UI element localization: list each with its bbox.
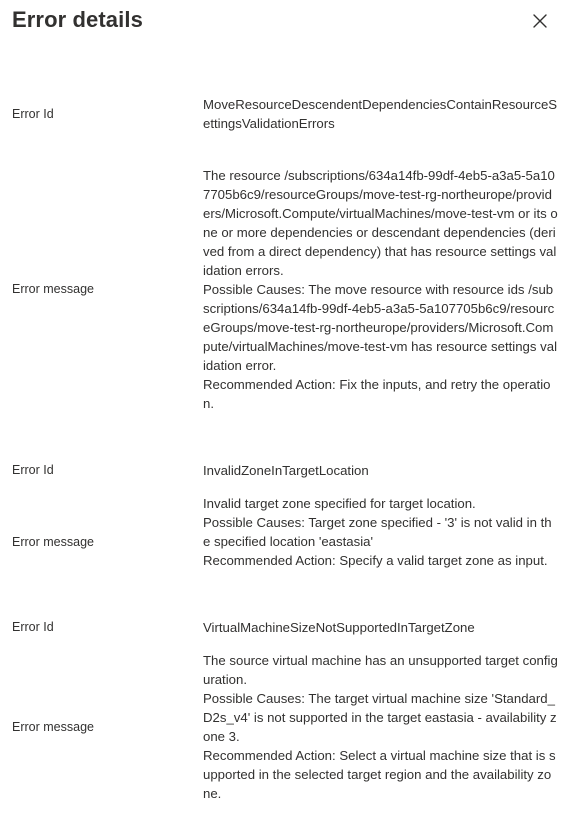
panel-header [12, 6, 559, 38]
error-id-value: MoveResourceDescendentDependenciesContainResourceSettingsValidationErrors [203, 97, 558, 131]
error-message-label: Error message [12, 720, 94, 734]
error-message-label: Error message [12, 282, 94, 296]
error-id-value: InvalidZoneInTargetLocation [203, 463, 369, 478]
error-message-label: Error message [12, 535, 94, 549]
error-id-label: Error Id [12, 620, 54, 634]
error-message-value: Invalid target zone specified for target location. Possible Causes: Target zone specified - '3' is not valid in the specified location 'eastasia' Recommended Action: Specify a valid target zone as input. [203, 496, 552, 568]
error-id-value: VirtualMachineSizeNotSupportedInTargetZone [203, 620, 475, 635]
error-message-value: The resource /subscriptions/634a14fb-99df-4eb5-a3a5-5a107705b6c9/resourceGroups/move-test-rg-northeurope/providers/Microsoft.Compute/virtualMachines/move-test-vm or its one or more dependencies or descendant dependencies (derived from a direct dependency) that has resource settings validation errors. Possible Causes: The move resource with resource ids /subscriptions/634a14fb-99df-4eb5-a3a5-5a107705b6c9/resourceGroups/move-test-rg-northeurope/providers/Microsoft.Compute/virtualMachines/move-test-vm has resource settings validation error. Recommended Action: Fix the inputs, and retry the operation. [203, 168, 558, 411]
error-message-value: The source virtual machine has an unsupported target configuration. Possible Causes: The target virtual machine size 'Standard_D2s_v4' is not supported in the target eastasia - availability zone 3. Recommended Action: Select a virtual machine size that is supported in the selected target region and the availability zone. [203, 653, 558, 801]
close-button[interactable] [531, 12, 549, 30]
page-title: Error details [12, 7, 143, 32]
error-id-label: Error Id [12, 107, 54, 121]
error-id-label: Error Id [12, 463, 54, 477]
close-icon [531, 12, 549, 30]
